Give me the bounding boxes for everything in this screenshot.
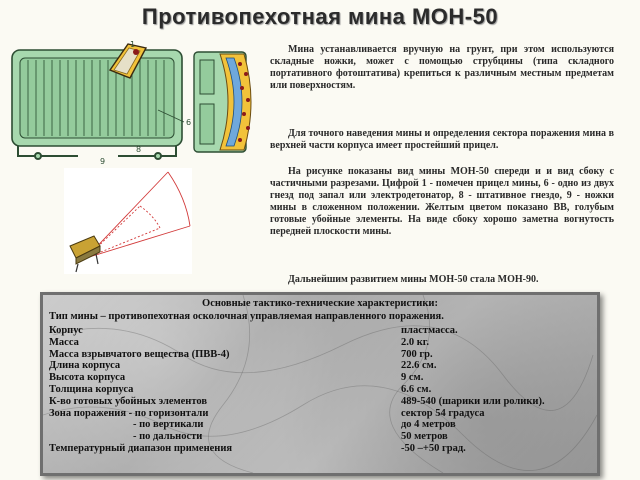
label-tripod-socket: 8	[136, 145, 142, 154]
spec-value: 50 метров	[401, 431, 448, 443]
sector-diagram	[64, 168, 192, 274]
spec-value: 9 см.	[401, 372, 424, 384]
folded-legs	[18, 146, 176, 159]
specs-type-line: Тип мины – противопехотная осколочная управляемая направленного поражения.	[49, 311, 444, 322]
spec-label: - по дальности	[133, 431, 203, 443]
label-sight: 1	[130, 40, 136, 49]
spec-row	[49, 408, 594, 420]
spec-row	[49, 325, 594, 337]
spec-label: Зона поражения - по горизонтали	[49, 407, 209, 419]
spec-row	[49, 360, 594, 372]
spec-row	[49, 349, 594, 361]
spec-value: 700 гр.	[401, 348, 433, 360]
spec-label: Масса	[49, 336, 79, 348]
spec-label: Высота корпуса	[49, 372, 126, 384]
specs-heading: Основные тактико-технические характеристики:	[202, 298, 438, 309]
specs-table	[49, 325, 594, 455]
spec-label: Масса взрывчатого вещества (ПВВ-4)	[49, 348, 230, 360]
spec-label: Корпус	[49, 325, 83, 336]
mine-diagram	[8, 40, 263, 165]
paragraph-figure-description: На рисунке показаны вид мины МОН-50 спереди и и вид сбоку с частичными разрезами. Цифрой 1 - помечен прицел мины, 6 - одно из двух гнезд под запал или электродетонатор, 8 - штативное гнездо, 9 - ножки мины в сложенном положении. Желтым цветом показано ВВ, голубым готовые убойные элементы. На виде сбоку хорошо заметна вогнутость передней плоскости мины.	[270, 166, 614, 237]
spec-row	[49, 337, 594, 349]
label-legs: 9	[100, 157, 106, 165]
spec-row	[49, 384, 594, 396]
spec-row	[49, 372, 594, 384]
spec-value: до 4 метров	[401, 419, 456, 431]
spec-label: Температурный диапазон применения	[49, 442, 233, 454]
paragraph-successor: Дальнейшим развитием мины МОН-50 стала МОН-90.	[288, 274, 539, 285]
paragraph-aiming: Для точного наведения мины и определения сектора поражения мина в верхней части корпуса имеет простейший прицел.	[270, 128, 614, 151]
spec-row	[49, 396, 594, 408]
label-fuse-socket: 6	[186, 118, 192, 127]
spec-row	[49, 443, 594, 455]
spec-value: 6.6 см.	[401, 383, 432, 395]
specs-panel	[40, 292, 600, 476]
spec-value: сектор 54 градуса	[401, 407, 485, 419]
paragraph-installation: Мина устанавливается вручную на грунт, при этом используются складные ножки, может с помощью струбцины (типа складного портативного фотоштатива) крепиться к различным местным предметам или поверхностям.	[270, 44, 614, 91]
spec-value: 22.6 см.	[401, 360, 437, 372]
mine-side-view	[194, 52, 251, 152]
page-title: Противопехотная мина МОН-50	[141, 4, 499, 29]
spec-row	[49, 419, 594, 431]
spec-label: Толщина корпуса	[49, 383, 134, 395]
spec-value: -50 –+50 град.	[401, 442, 466, 454]
spec-label: Длина корпуса	[49, 360, 121, 372]
spec-value: 2.0 кг.	[401, 336, 430, 348]
spec-label: К-во готовых убойных элементов	[49, 395, 208, 407]
spec-label: - по вертикали	[133, 419, 204, 431]
spec-row	[49, 431, 594, 443]
spec-value: пластмасса.	[401, 325, 458, 336]
spec-value: 489-540 (шарики или ролики).	[401, 395, 545, 407]
